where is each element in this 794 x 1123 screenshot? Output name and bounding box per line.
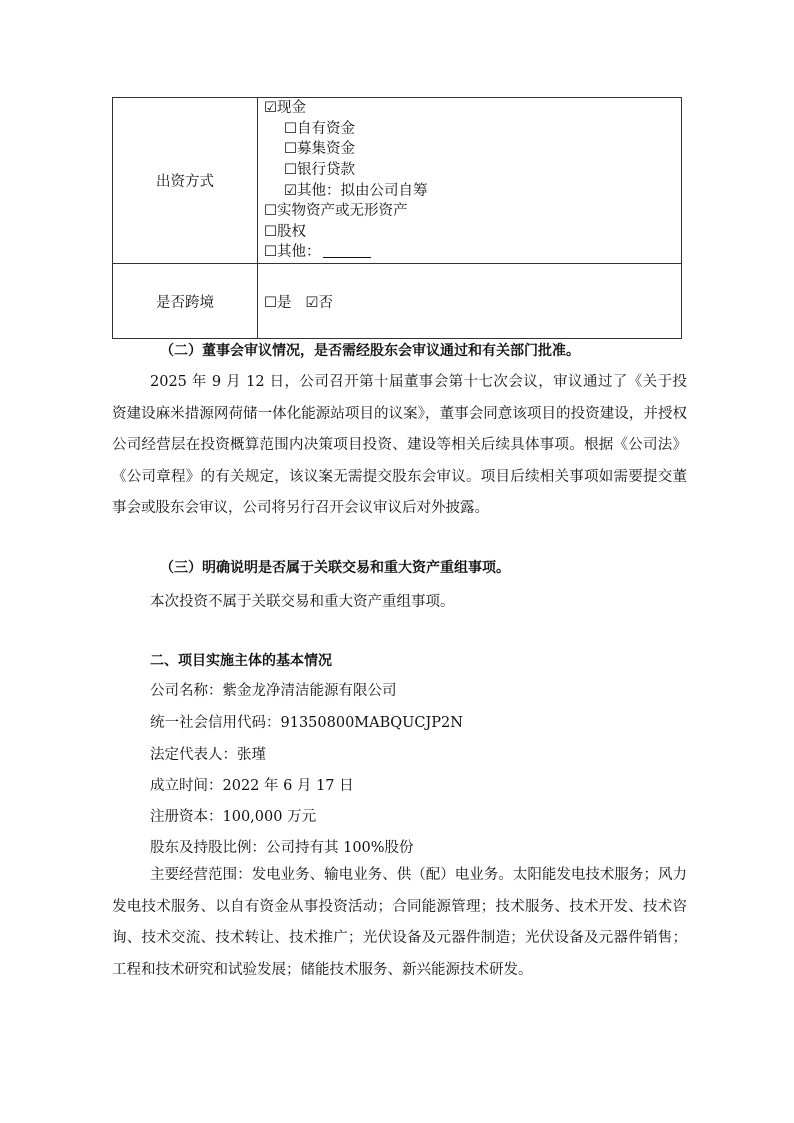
board-review-paragraph: 2025 年 9 月 12 日，公司召开第十届董事会第十七次会议，审议通过了《关于投资建设麻米措源网荷储一体化能源站项目的议案》，董事会同意该项目的投资建设，并授权公司经营层在投资概算范围内决策项目投资、建设等相关后续具体事项。根据《公司法》《公司章程》的有关规定，该议案无需提交股东会审议。项目后续相关事项如需要提交董事会或股东会审议，公司将另行召开会议审议后对外披露。 bbox=[112, 374, 687, 516]
option-label: 其他： bbox=[277, 244, 321, 261]
blank-fill-line[interactable] bbox=[323, 243, 371, 258]
cross-border-options bbox=[258, 264, 682, 339]
option-label: 是 bbox=[277, 294, 292, 311]
option-physical-intangible[interactable] bbox=[264, 201, 681, 222]
option-yes[interactable] bbox=[264, 295, 292, 311]
table-row bbox=[113, 264, 682, 339]
checkbox-checked-icon[interactable]: ☑ bbox=[305, 294, 319, 311]
related-transaction-paragraph: 本次投资不属于关联交易和重大资产重组事项。 bbox=[150, 594, 455, 610]
credit-code-line: 统一社会信用代码：91350800MABQUCJP2N bbox=[150, 715, 463, 731]
option-raised-funds[interactable] bbox=[264, 139, 681, 160]
checkbox-unchecked-icon[interactable]: ☐ bbox=[284, 161, 297, 178]
business-scope-paragraph: 主要经营范围：发电业务、输电业务、供（配）电业务。太阳能发电技术服务；风力发电技术服务、以自有资金从事投资活动；合同能源管理；技术服务、技术开发、技术咨询、技术交流、技术转让、技术推广；光伏设备及元器件制造；光伏设备及元器件销售；工程和技术研究和试验发展；储能技术服务、新兴能源技术研发。 bbox=[112, 867, 687, 978]
legal-representative-line: 法定代表人：张瑾 bbox=[150, 747, 266, 763]
checkbox-unchecked-icon[interactable]: ☐ bbox=[264, 294, 277, 311]
company-name-line: 公司名称：紫金龙净清洁能源有限公司 bbox=[150, 683, 397, 699]
checkbox-unchecked-icon[interactable]: ☐ bbox=[264, 223, 277, 240]
funding-method-options bbox=[258, 98, 682, 264]
option-label: 募集资金 bbox=[297, 141, 355, 158]
shareholding-line: 股东及持股比例：公司持有其 100%股份 bbox=[150, 840, 414, 856]
row-label: 是否跨境 bbox=[113, 264, 258, 339]
registered-capital-line: 注册资本：100,000 万元 bbox=[150, 809, 317, 825]
section-heading-related-transaction: （三）明确说明是否属于关联交易和重大资产重组事项。 bbox=[160, 560, 510, 576]
option-other-self-raised[interactable] bbox=[264, 181, 681, 202]
option-equity[interactable] bbox=[264, 222, 681, 243]
option-label: 股权 bbox=[277, 223, 306, 240]
option-label: 自有资金 bbox=[297, 120, 355, 137]
option-label: 实物资产或无形资产 bbox=[277, 203, 408, 220]
checkbox-checked-icon[interactable]: ☑ bbox=[284, 182, 297, 199]
checkbox-checked-icon[interactable]: ☑ bbox=[264, 100, 277, 117]
established-date-line: 成立时间：2022 年 6 月 17 日 bbox=[150, 778, 354, 794]
checkbox-unchecked-icon[interactable]: ☐ bbox=[264, 244, 277, 261]
option-other[interactable] bbox=[264, 242, 681, 263]
section-heading-implementing-entity: 二、项目实施主体的基本情况 bbox=[150, 653, 332, 669]
investment-info-table bbox=[112, 97, 682, 339]
row-label: 出资方式 bbox=[113, 98, 258, 264]
checkbox-unchecked-icon[interactable]: ☐ bbox=[284, 120, 297, 137]
option-own-funds[interactable] bbox=[264, 119, 681, 140]
option-cash[interactable] bbox=[264, 98, 681, 119]
table-row bbox=[113, 98, 682, 264]
option-label: 其他：拟由公司自筹 bbox=[297, 182, 428, 199]
option-no[interactable] bbox=[306, 295, 334, 311]
checkbox-unchecked-icon[interactable]: ☐ bbox=[284, 141, 297, 158]
option-bank-loan[interactable] bbox=[264, 160, 681, 181]
option-label: 银行贷款 bbox=[297, 161, 355, 178]
option-label: 否 bbox=[318, 294, 333, 311]
section-heading-board-review: （二）董事会审议情况，是否需经股东会审议通过和有关部门批准。 bbox=[160, 343, 580, 359]
checkbox-unchecked-icon[interactable]: ☐ bbox=[264, 203, 277, 220]
option-label: 现金 bbox=[277, 100, 306, 117]
